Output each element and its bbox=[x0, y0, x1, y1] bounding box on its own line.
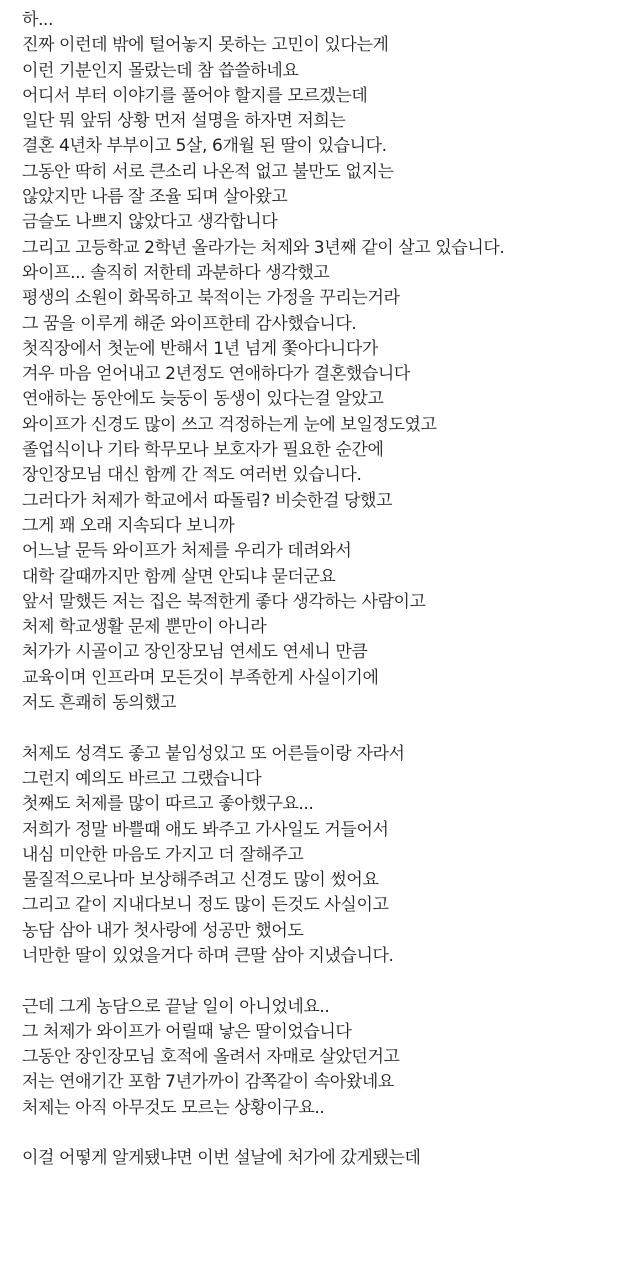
text-line: 일단 뭐 앞뒤 상황 먼저 설명을 하자면 저희는 bbox=[22, 111, 346, 132]
text-line: 저도 흔쾌히 동의했고 bbox=[22, 693, 177, 714]
text-line: 처제는 아직 아무것도 모르는 상황이구요.. bbox=[22, 1097, 325, 1118]
post-body bbox=[22, 8, 632, 1172]
text-line: 겨우 마음 얻어내고 2년정도 연애하다가 결혼했습니다 bbox=[22, 364, 410, 385]
text-line: 대학 갈때까지만 함께 살면 안되냐 묻더군요 bbox=[22, 566, 336, 587]
text-line: 장인장모님 대신 함께 간 적도 여러번 있습니다. bbox=[22, 465, 362, 486]
text-line: 와이프가 신경도 많이 쓰고 걱정하는게 눈에 보일정도였고 bbox=[22, 414, 437, 435]
text-line: 저희가 정말 바쁠때 애도 봐주고 가사일도 거들어서 bbox=[22, 819, 389, 840]
text-line: 평생의 소원이 화목하고 북적이는 가정을 꾸리는거라 bbox=[22, 288, 400, 309]
text-line: 이걸 어떻게 알게됐냐면 이번 설날에 처가에 갔게됐는데 bbox=[22, 1148, 421, 1169]
text-line: 너만한 딸이 있었을거다 하며 큰딸 삼아 지냈습니다. bbox=[22, 945, 394, 966]
text-line: 이런 기분인지 몰랐는데 참 씁쓸하네요 bbox=[22, 60, 299, 81]
paragraph-4 bbox=[22, 1146, 632, 1171]
paragraph-spacer bbox=[22, 969, 632, 994]
text-line: 근데 그게 농담으로 끝날 일이 아니었네요.. bbox=[22, 996, 330, 1017]
text-line: 졸업식이나 기타 학무모나 보호자가 필요한 순간에 bbox=[22, 440, 384, 461]
text-line: 결혼 4년차 부부이고 5살, 6개월 된 딸이 있습니다. bbox=[22, 136, 387, 157]
text-line: 어디서 부터 이야기를 풀어야 할지를 모르겠는데 bbox=[22, 85, 368, 106]
paragraph-1 bbox=[22, 8, 632, 716]
text-line: 그런지 예의도 바르고 그랬습니다 bbox=[22, 768, 262, 789]
paragraph-2 bbox=[22, 742, 632, 970]
text-line: 그동안 딱히 서로 큰소리 나온적 없고 불만도 없지는 bbox=[22, 161, 394, 182]
text-line: 그리고 고등학교 2학년 올라가는 처제와 3년째 같이 살고 있습니다. bbox=[22, 237, 505, 258]
text-line: 금슬도 나쁘지 않았다고 생각합니다 bbox=[22, 212, 278, 233]
text-line: 농담 삼아 내가 첫사랑에 성공만 했어도 bbox=[22, 920, 304, 941]
text-line: 첫째도 처제를 많이 따르고 좋아했구요... bbox=[22, 794, 314, 815]
text-line: 그 처제가 와이프가 어릴때 낳은 딸이었습니다 bbox=[22, 1021, 352, 1042]
text-line: 물질적으로나마 보상해주려고 신경도 많이 썼어요 bbox=[22, 870, 379, 891]
paragraph-spacer bbox=[22, 1121, 632, 1146]
text-line: 처제 학교생활 문제 뿐만이 아니라 bbox=[22, 617, 267, 638]
paragraph-spacer bbox=[22, 716, 632, 741]
text-line: 교육이며 인프라며 모든것이 부족한게 사실이기에 bbox=[22, 667, 379, 688]
text-line: 와이프... 솔직히 저한테 과분하다 생각했고 bbox=[22, 262, 330, 283]
text-line: 진짜 이런데 밖에 털어놓지 못하는 고민이 있다는게 bbox=[22, 35, 389, 56]
text-line: 어느날 문득 와이프가 처제를 우리가 데려와서 bbox=[22, 541, 352, 562]
paragraph-3 bbox=[22, 995, 632, 1121]
text-line: 첫직장에서 첫눈에 반해서 1년 넘게 쫓아다니다가 bbox=[22, 338, 378, 359]
text-line: 저는 연애기간 포함 7년가까이 감쪽같이 속아왔네요 bbox=[22, 1072, 394, 1093]
text-line: 그러다가 처제가 학교에서 따돌림? 비슷한걸 당했고 bbox=[22, 490, 393, 511]
text-line: 그리고 같이 지내다보니 정도 많이 든것도 사실이고 bbox=[22, 895, 389, 916]
text-line: 연애하는 동안에도 늦둥이 동생이 있다는걸 알았고 bbox=[22, 389, 384, 410]
text-line: 그 꿈을 이루게 해준 와이프한테 감사했습니다. bbox=[22, 313, 357, 334]
text-line: 않았지만 나름 잘 조율 되며 살아왔고 bbox=[22, 187, 288, 208]
text-line: 앞서 말했든 저는 집은 북적한게 좋다 생각하는 사람이고 bbox=[22, 591, 426, 612]
text-line: 처제도 성격도 좋고 붙임성있고 또 어른들이랑 자라서 bbox=[22, 743, 405, 764]
text-line: 처가가 시골이고 장인장모님 연세도 연세니 만큼 bbox=[22, 642, 368, 663]
text-line: 하... bbox=[22, 10, 54, 30]
text-line: 그동안 장인장모님 호적에 올려서 자매로 살았던거고 bbox=[22, 1047, 400, 1068]
text-line: 내심 미안한 마음도 가지고 더 잘해주고 bbox=[22, 844, 304, 865]
text-line: 그게 꽤 오래 지속되다 보니까 bbox=[22, 515, 235, 536]
